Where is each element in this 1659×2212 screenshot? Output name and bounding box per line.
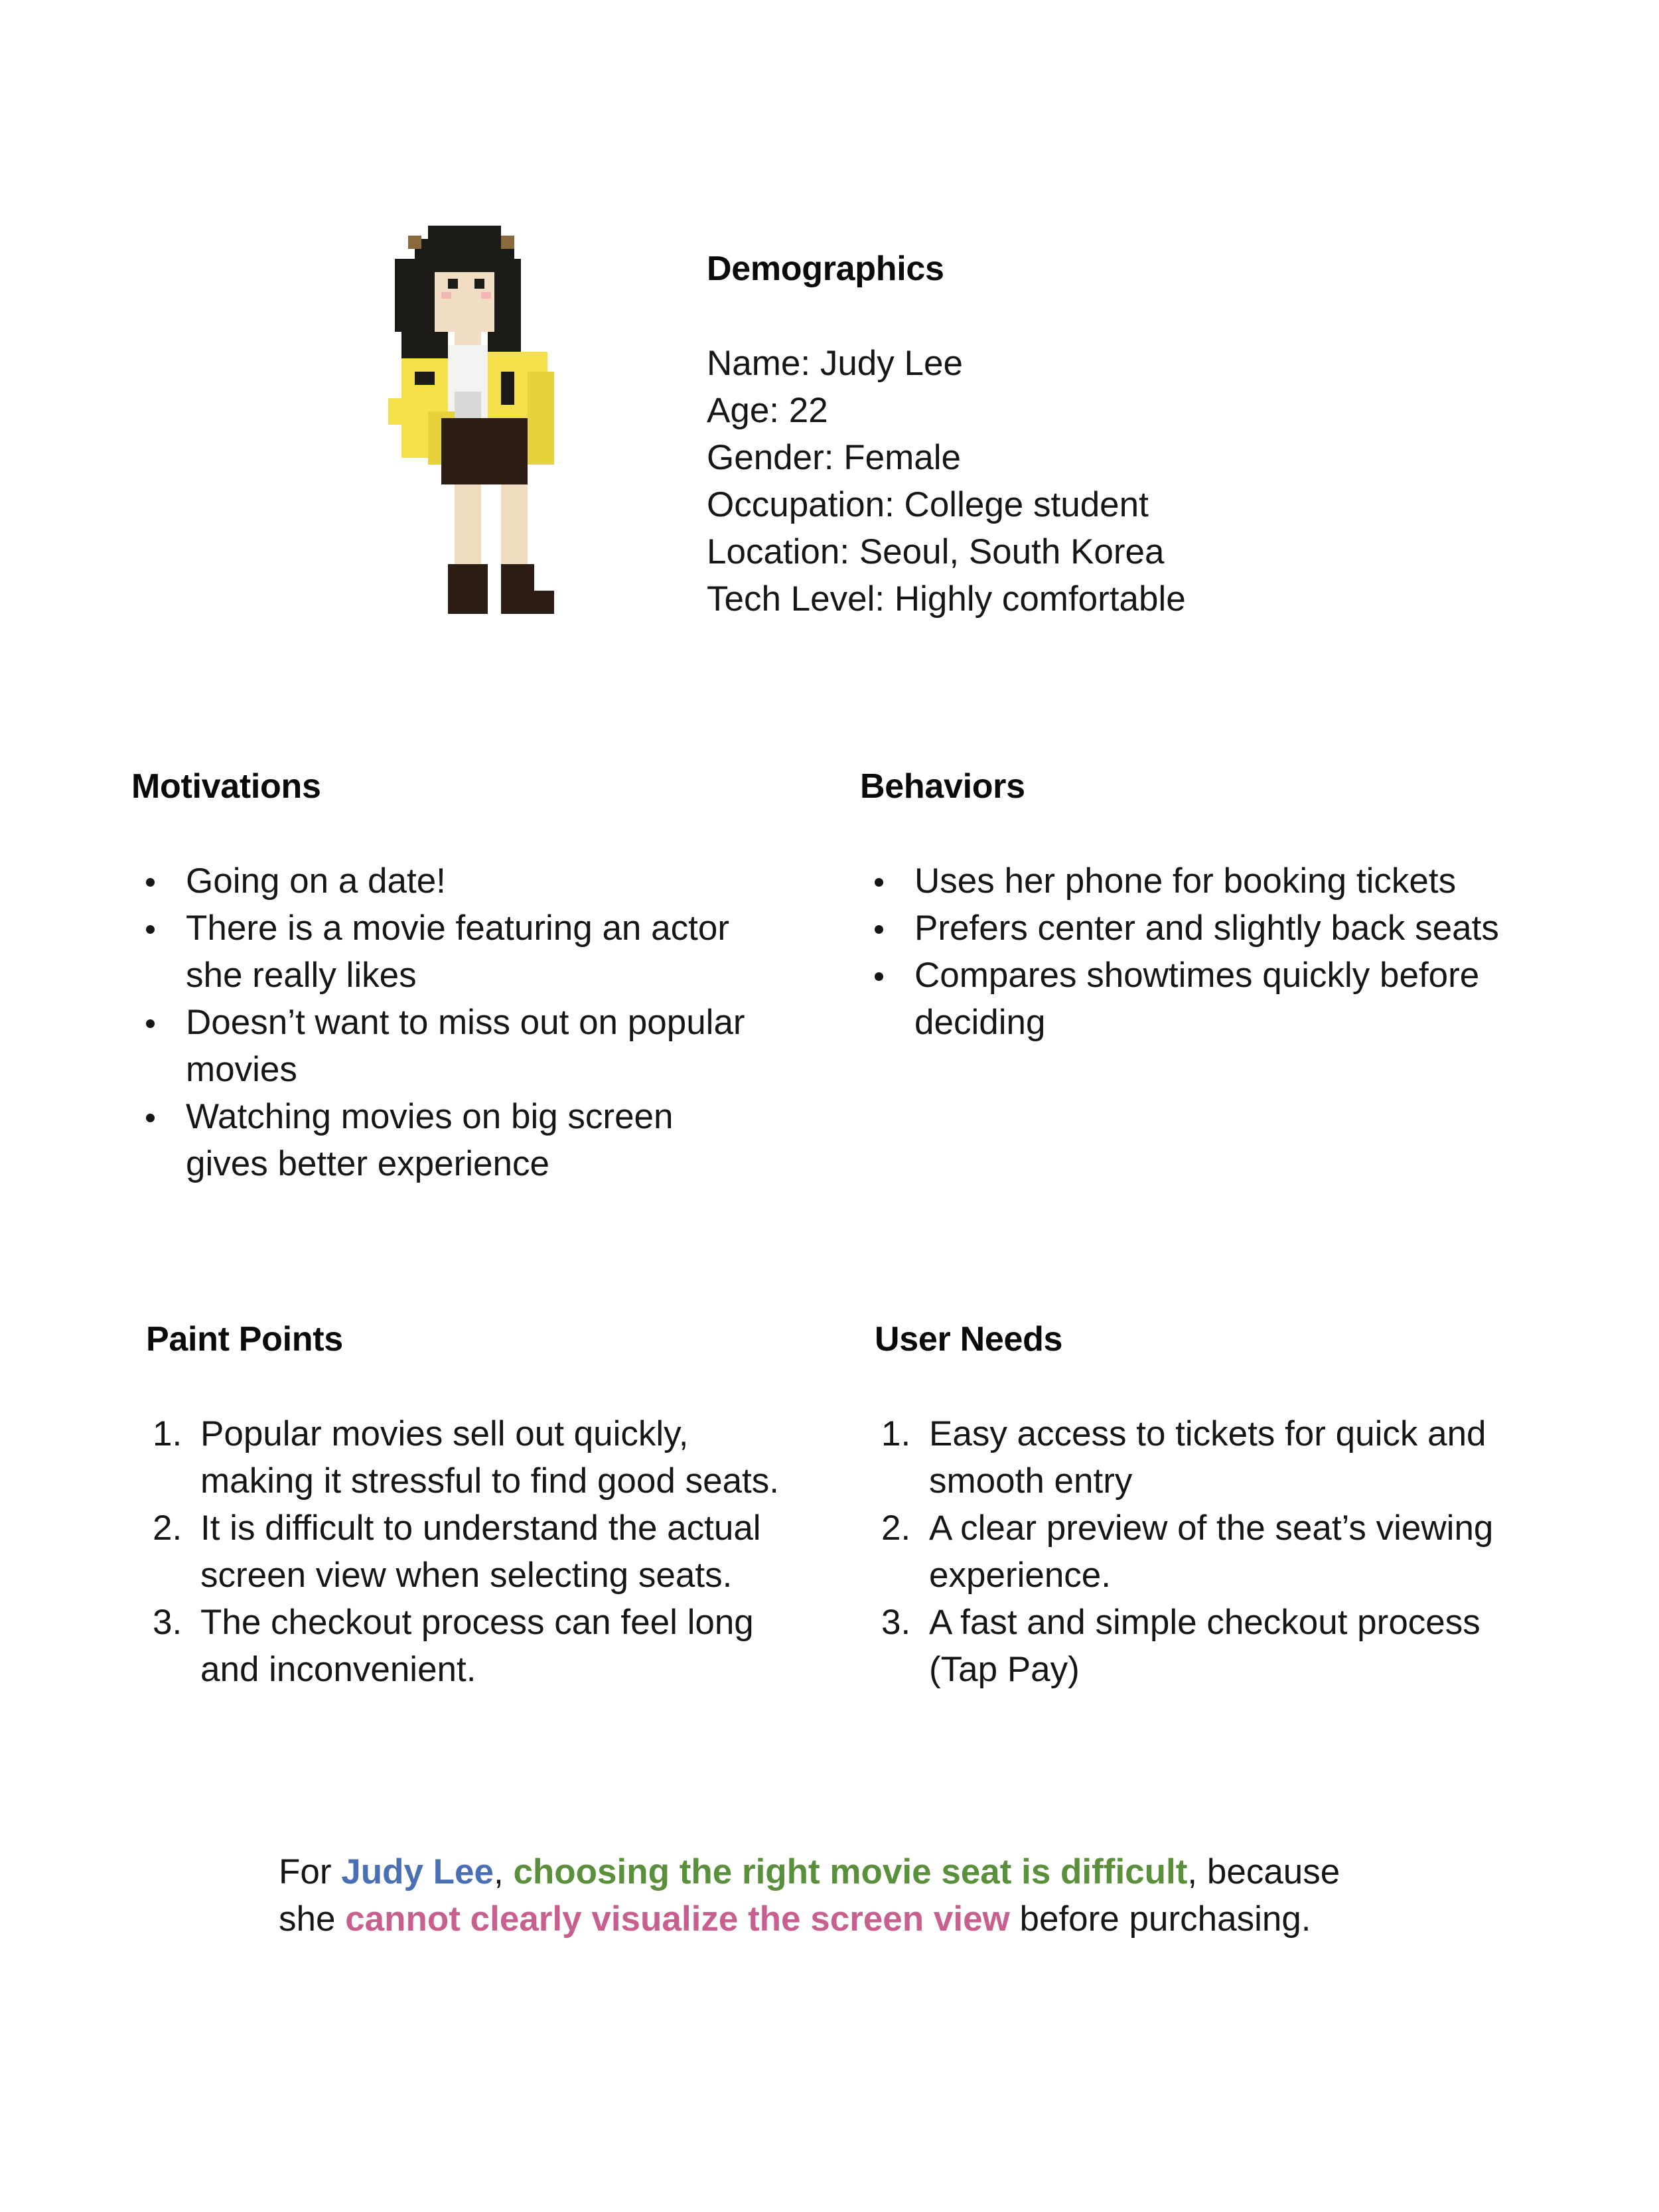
demographics-occupation: Occupation: College student [707, 485, 1149, 524]
problem-statement [279, 1848, 1407, 1943]
list-item-text: Going on a date! [186, 861, 446, 901]
list-item [131, 999, 835, 1093]
list-item-text: The checkout process can feel long [200, 1603, 754, 1642]
behaviors-section [860, 763, 1563, 1046]
list-item-text: Compares showtimes quickly before [914, 956, 1480, 995]
list-item-text: gives better experience [186, 1144, 549, 1183]
list-item-text: A fast and simple checkout process [929, 1603, 1480, 1642]
list-item-text: (Tap Pay) [929, 1650, 1080, 1689]
list-item-text: she really likes [186, 956, 417, 995]
list-item-text: There is a movie featuring an actor [186, 909, 729, 948]
motivations-list [131, 857, 835, 1187]
list-item-text: Prefers center and slightly back seats [914, 909, 1499, 948]
list-item-text: screen view when selecting seats. [200, 1556, 733, 1595]
list-number: 3. [881, 1603, 911, 1642]
list-item-text: Popular movies sell out quickly, [200, 1414, 689, 1453]
behaviors-heading: Behaviors [860, 767, 1025, 806]
list-number: 1. [881, 1414, 911, 1453]
list-item [860, 857, 1563, 905]
cause-highlight: cannot clearly visualize the screen view [345, 1899, 1010, 1939]
list-item [875, 1410, 1578, 1505]
pain-points-heading: Paint Points [146, 1320, 343, 1359]
list-item [146, 1599, 849, 1693]
list-number: 2. [881, 1509, 911, 1548]
list-item [860, 952, 1563, 1046]
list-item [875, 1599, 1578, 1693]
list-item [146, 1505, 849, 1599]
list-item-text: Uses her phone for booking tickets [914, 861, 1457, 901]
list-item [860, 905, 1563, 952]
demographics-age: Age: 22 [707, 391, 828, 430]
list-item-text: making it stressful to find good seats. [200, 1461, 779, 1501]
list-item-text: and inconvenient. [200, 1650, 476, 1689]
demographics-gender: Gender: Female [707, 438, 961, 477]
pain-points-section [146, 1316, 849, 1693]
user-needs-list [875, 1410, 1578, 1693]
pain-points-list [146, 1410, 849, 1693]
list-item [146, 1410, 849, 1505]
list-item-text: Watching movies on big screen [186, 1097, 674, 1136]
list-item [875, 1505, 1578, 1599]
list-item-text: movies [186, 1050, 297, 1089]
list-item [131, 857, 835, 905]
motivations-heading: Motivations [131, 767, 321, 806]
demographics-heading: Demographics [707, 250, 944, 288]
behaviors-list [860, 857, 1563, 1046]
problem-text: , [494, 1852, 514, 1891]
problem-text: For [279, 1852, 342, 1891]
list-item [131, 1093, 835, 1187]
problem-text: she [279, 1899, 346, 1939]
demographics-location: Location: Seoul, South Korea [707, 532, 1165, 571]
demographics-name: Name: Judy Lee [707, 344, 963, 383]
motivations-section [131, 763, 835, 1187]
list-item-text: smooth entry [929, 1461, 1133, 1501]
persona-name-highlight: Judy Lee [341, 1852, 494, 1891]
problem-text: before purchasing. [1009, 1899, 1311, 1939]
demographics-section [707, 246, 1437, 623]
list-number: 2. [153, 1509, 182, 1548]
list-item-text: It is difficult to understand the actual [200, 1509, 761, 1548]
list-item-text: Doesn’t want to miss out on popular [186, 1003, 745, 1042]
problem-text: , because [1187, 1852, 1340, 1891]
list-number: 1. [153, 1414, 182, 1453]
pixel-girl-avatar-icon [388, 226, 574, 614]
list-item-text: A clear preview of the seat’s viewing [929, 1509, 1494, 1548]
demographics-list [707, 340, 1437, 623]
user-needs-heading: User Needs [875, 1320, 1063, 1359]
user-needs-section [875, 1316, 1578, 1693]
list-item-text: Easy access to tickets for quick and [929, 1414, 1486, 1453]
issue-highlight: choosing the right movie seat is difficult [513, 1852, 1188, 1891]
demographics-tech-level: Tech Level: Highly comfortable [707, 579, 1186, 619]
list-number: 3. [153, 1603, 182, 1642]
list-item-text: experience. [929, 1556, 1112, 1595]
list-item [131, 905, 835, 999]
list-item-text: deciding [914, 1003, 1046, 1042]
